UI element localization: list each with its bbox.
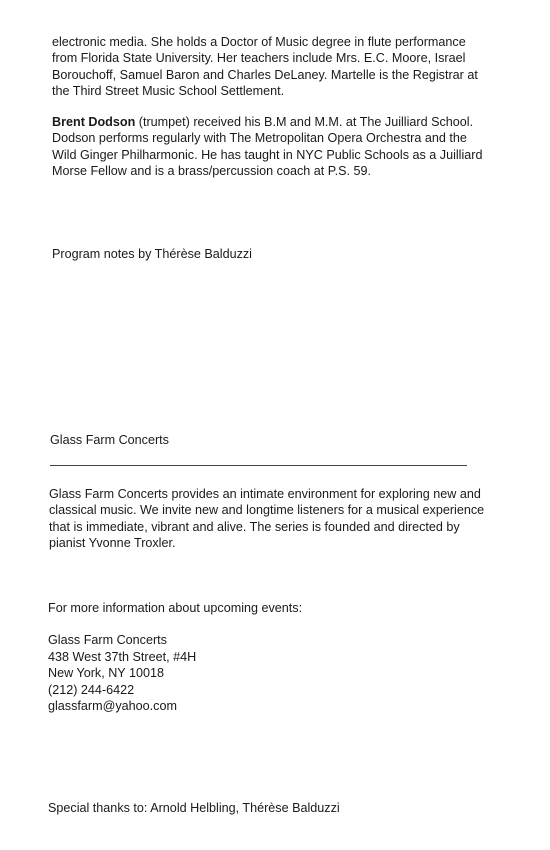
address-email: glassfarm@yahoo.com xyxy=(48,699,177,714)
address-phone: (212) 244-6422 xyxy=(48,682,135,697)
glass-farm-about xyxy=(49,486,539,551)
bio-line: the Third Street Music School Settlement. xyxy=(52,83,285,98)
special-thanks: Special thanks to: Arnold Helbling, Thérèse Balduzzi xyxy=(48,801,340,815)
more-info-text: For more information about upcoming events: xyxy=(48,601,303,615)
contact-address xyxy=(48,632,348,715)
bio-text: (trumpet) received his B.M and M.M. at The Juilliard School. xyxy=(135,115,474,129)
about-line: that is immediate, vibrant and alive. The series is founded and directed by xyxy=(49,519,460,534)
program-notes-credit: Program notes by Thérèse Balduzzi xyxy=(52,247,252,261)
bio-line: Morse Fellow and is a brass/percussion coach at P.S. 59. xyxy=(52,163,371,178)
about-line: Glass Farm Concerts provides an intimate environment for exploring new and xyxy=(49,487,481,501)
glass-farm-heading: Glass Farm Concerts xyxy=(50,433,169,447)
address-name: Glass Farm Concerts xyxy=(48,633,167,647)
performer-name: Brent Dodson xyxy=(52,115,136,129)
bio-line: electronic media. She holds a Doctor of Music degree in flute performance xyxy=(52,35,466,49)
heading-rule xyxy=(50,465,467,466)
about-line: classical music. We invite new and longtime listeners for a musical experience xyxy=(49,503,485,518)
bio-line: Borouchoff, Samuel Baron and Charles DeLaney. Martelle is the Registrar at xyxy=(52,67,478,82)
bio-line: Dodson performs regularly with The Metropolitan Opera Orchestra and the xyxy=(52,131,467,146)
about-line: pianist Yvonne Troxler. xyxy=(49,535,176,550)
bio-dodson xyxy=(52,114,542,179)
bio-line xyxy=(52,114,542,130)
bio-line: Wild Ginger Philharmonic. He has taught in NYC Public Schools as a Juilliard xyxy=(52,147,483,162)
bio-martelle xyxy=(52,34,542,99)
address-city: New York, NY 10018 xyxy=(48,666,164,681)
bio-line: from Florida State University. Her teachers include Mrs. E.C. Moore, Israel xyxy=(52,51,466,66)
address-street: 438 West 37th Street, #4H xyxy=(48,649,197,664)
